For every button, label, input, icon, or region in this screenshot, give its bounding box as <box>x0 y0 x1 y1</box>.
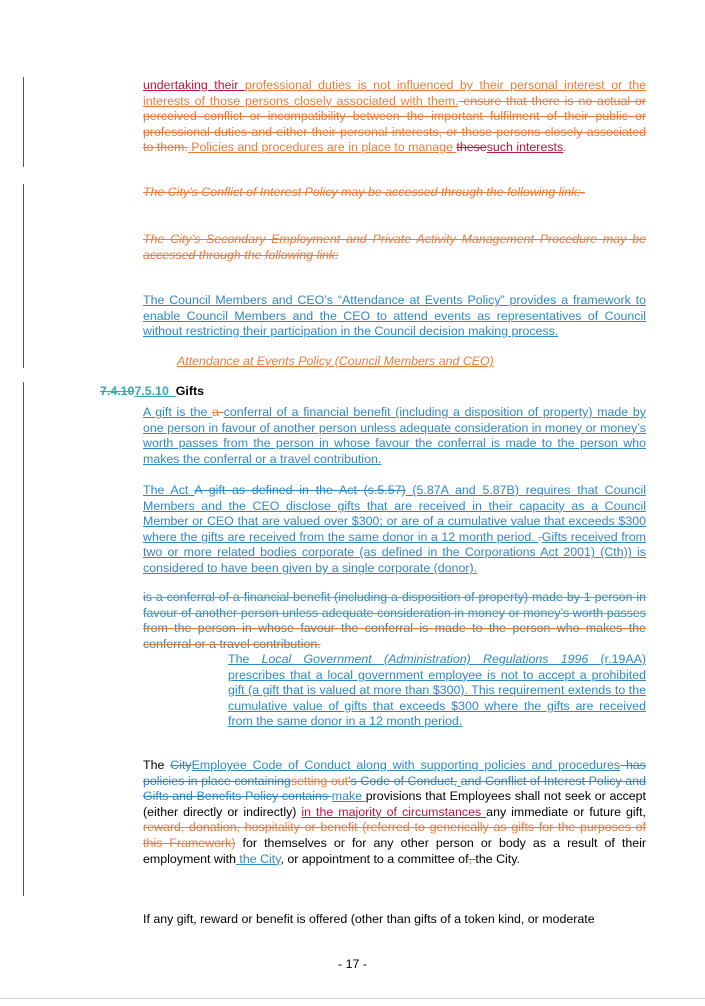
inserted-text: undertaking their <box>143 78 245 92</box>
deleted-text: , <box>468 851 476 866</box>
deleted-text: . <box>538 529 542 544</box>
change-bar <box>23 77 24 167</box>
conflict-policy-link-text: The City’s Conflict of Interest Policy may be accessed through the following link:- <box>143 185 585 199</box>
code-of-conduct-paragraph: The CityEmployee Code of Conduct along with supporting policies and procedures has policies in place containingsetting out’s Code of Conduct, and Conflict of Interest Policy and Gifts and Benefits Policy contains make provisions that Employees shall not seek or accept (either directly or indirectly) in the majority of circumstances any immediate or future gift, reward, donation, hospitality or benefit (referred to generically as gifts for the purposes of this Framework) for themselves or for any other person or body as a result of their employment with the City, or appointment to a committee of, the City. <box>143 758 647 866</box>
deleted-text: these <box>456 140 487 155</box>
attendance-policy-link[interactable]: Attendance at Events Policy (Council Members and CEO) <box>177 354 494 368</box>
deleted-text: ensure that there is no actual or perceived conflict or incompatibility between the important fulfilment of their public or professional duties and either their personal interests, or those persons closely associated to them. <box>143 93 646 155</box>
inserted-text: Policies and procedures are in place to manage <box>187 140 457 155</box>
deleted-text: setting out <box>290 773 349 788</box>
deleted-text: reward, donation, hospitality or benefit (referred to generically as gifts for the purposes of this Framework) <box>143 820 646 850</box>
deleted-definition-paragraph: is a conferral of a financial benefit (including a disposition of property) made by 1 person in favour of another person unless adequate consideration in money or money’s worth passes from the person in whose favour the conferral is made to the person who makes the conferral or a travel contribution. <box>143 590 646 651</box>
inserted-text: in the majority of circumstances <box>301 804 487 819</box>
page-number: - 17 - <box>338 957 367 971</box>
act-paragraph: The Act A gift as defined in the Act (s.5.57) (5.87A and 5.87B) requires that Council Members and the CEO disclose gifts that are received in their capacity as a Council Member or CEO that are valued over $300; or are of a cumulative value that exceeds $300 where the gifts are received from the same donor in a 12 month period. .Gifts received from two or more related bodies corporate (as defined in the Corporations Act 2001) (Cth)) is considered to have been given by a single corporate (donor). <box>143 483 646 575</box>
section-title: Gifts <box>175 384 205 398</box>
change-bar <box>23 382 24 896</box>
section-heading <box>100 384 646 400</box>
deleted-text: a <box>212 405 224 419</box>
change-bar <box>23 184 24 368</box>
conflict-paragraph: undertaking their professional duties is not influenced by their personal interest or the interests of those persons closely associated with them. ensure that there is no actual or perceived conflict or incompatibility between the important fulfilment of their public or professional duties and either their personal interests, or those persons closely associated to them. Policies and procedures are in place to manage thesesuch interests. <box>143 78 646 155</box>
deleted-text: has policies in place containing <box>143 758 647 788</box>
regulations-paragraph: The Local Government (Administration) Regulations 1996 (r.19AA) prescribes that a local government employee is not to accept a prohibited gift (a gift that is valued at more than $300). This requirement extends to the cumulative value of gifts that exceeds $300 where the gifts are received from the same donor in a 12 month period. <box>228 652 646 729</box>
secondary-employment-link-text: The City’s Secondary Employment and Private Activity Management Procedure may be accessed through the following link: <box>143 232 646 262</box>
deleted-text: A gift as defined in the Act (s.5.57) <box>194 483 406 497</box>
gift-offer-paragraph: If any gift, reward or benefit is offered (other than gifts of a token kind, or moderate <box>143 912 595 926</box>
section-number: 7.5.10 <box>134 384 169 398</box>
deleted-text: City <box>170 758 192 772</box>
attendance-paragraph: The Council Members and CEO’s “Attendance at Events Policy” provides a framework to enable Council Members and the CEO to attend events as representatives of Council without restricting their participation in the Council decision making process. <box>143 293 646 339</box>
deleted-text: ’s Code of Conduct, <box>348 773 458 788</box>
page-bottom-border <box>0 998 705 999</box>
deleted-section-number: 7.4.10 <box>100 384 135 398</box>
deleted-text: and Conflict of Interest Policy and Gifts and Benefits Policy contains <box>143 773 646 804</box>
inserted-text: such interests <box>486 140 564 155</box>
gift-definition-paragraph: A gift is the a conferral of a financial benefit (including a disposition of property) made by one person in favour of another person unless adequate consideration in money or money’s worth passes from the person in whose favour the conferral is made to the person who makes the conferral or a travel contribution. <box>143 405 646 466</box>
inserted-text: professional duties is not influenced by their personal interest or the interests of those persons closely associated with them. <box>143 78 646 108</box>
